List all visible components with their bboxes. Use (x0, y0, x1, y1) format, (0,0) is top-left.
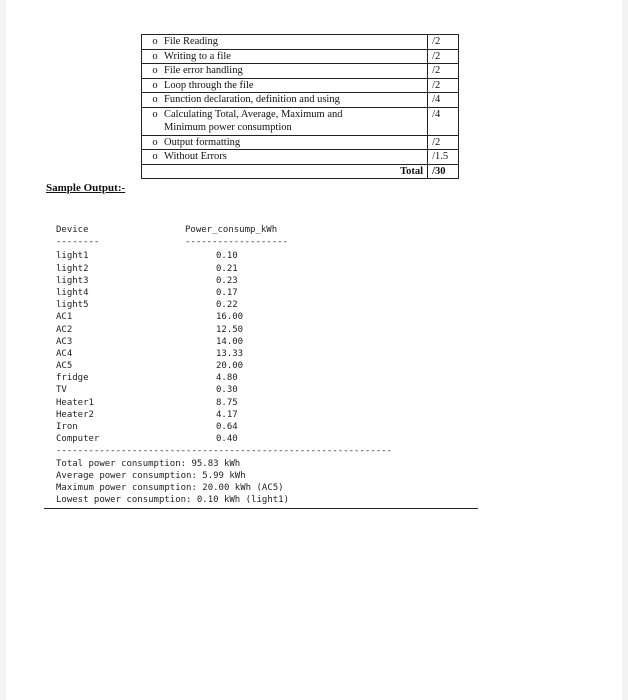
rubric-criterion (142, 35, 428, 50)
device-name: light1 (56, 251, 89, 262)
bottom-rule (44, 508, 478, 509)
power-value: 14.00 (216, 336, 244, 347)
power-value: 0.17 (216, 287, 238, 298)
power-column-header: Power_consump_kWh (185, 225, 278, 235)
rubric-row (142, 135, 459, 150)
summary-line: Maximum power consumption: 20.00 kWh (AC5) (56, 482, 284, 493)
total-mark: /30 (428, 164, 459, 179)
output-row (56, 275, 392, 287)
power-value: 0.21 (216, 263, 238, 274)
device-name: light4 (56, 287, 89, 298)
power-value: 0.22 (216, 300, 238, 311)
total-label: Total (142, 164, 428, 179)
output-row (56, 263, 392, 275)
criterion-mark: /2 (428, 78, 459, 93)
rubric-criterion (142, 135, 428, 150)
output-row (56, 397, 392, 409)
device-name: Heater1 (56, 397, 94, 408)
bullet-icon: o (152, 36, 158, 47)
criterion-label: Writing to a file (164, 50, 231, 62)
power-value: 0.64 (216, 422, 238, 432)
power-value: 13.33 (216, 348, 244, 359)
device-name: AC4 (56, 348, 73, 359)
device-name: Computer (56, 434, 100, 445)
power-value: 0.30 (216, 385, 238, 396)
rubric-row (142, 93, 459, 108)
rubric-criterion (142, 64, 428, 79)
device-name: AC1 (56, 312, 73, 323)
output-row (56, 336, 392, 348)
output-header-separator (56, 236, 392, 248)
rubric-criterion (142, 107, 428, 135)
output-row (56, 421, 392, 433)
criterion-mark: /4 (428, 93, 459, 108)
device-name: Heater2 (56, 409, 94, 420)
device-name: TV (56, 385, 67, 396)
criterion-label: File Reading (164, 36, 218, 47)
rubric-row (142, 150, 459, 165)
device-name: Iron (56, 422, 78, 432)
rubric-row (142, 107, 459, 135)
criterion-label: Loop through the file (164, 79, 254, 91)
bullet-icon: o (152, 136, 158, 148)
output-row (56, 409, 392, 421)
summary-line: Total power consumption: 95.83 kWh (56, 458, 241, 469)
device-separator: -------- (56, 237, 100, 248)
power-separator: ------------------- (185, 237, 288, 248)
output-row (56, 433, 392, 445)
bullet-icon: o (152, 94, 158, 105)
output-row (56, 250, 392, 262)
criterion-label: Output formatting (164, 136, 241, 148)
output-row (56, 287, 392, 299)
criterion-mark: /2 (428, 49, 459, 64)
power-value: 4.17 (216, 409, 238, 420)
power-value: 0.10 (216, 251, 238, 262)
summary-line: Average power consumption: 5.99 kWh (56, 470, 246, 481)
device-name: light5 (56, 300, 89, 311)
bullet-icon: o (152, 50, 158, 62)
output-row (56, 360, 392, 372)
output-row (56, 299, 392, 311)
power-value: 4.80 (216, 373, 238, 384)
rubric-criterion (142, 150, 428, 165)
output-rows (56, 250, 392, 445)
criterion-mark: /2 (428, 135, 459, 150)
power-value: 20.00 (216, 361, 244, 372)
rubric-criterion (142, 49, 428, 64)
bullet-icon: o (152, 108, 158, 120)
criterion-mark: /2 (428, 64, 459, 79)
rubric-criterion (142, 93, 428, 108)
criterion-label: File error handling (164, 65, 243, 76)
criterion-mark: /2 (428, 35, 459, 50)
output-header-row (56, 224, 392, 236)
sample-output-heading: Sample Output:- (46, 182, 126, 194)
power-value: 0.40 (216, 434, 238, 445)
criterion-label-continued: Minimum power consumption (164, 122, 292, 133)
device-name: fridge (56, 373, 89, 384)
summary-separator: -------------------------------------------------------------- (56, 446, 392, 457)
output-row (56, 384, 392, 396)
criterion-mark: /1.5 (428, 150, 459, 165)
output-row (56, 311, 392, 323)
bullet-icon: o (152, 79, 158, 91)
device-column-header: Device (56, 225, 89, 235)
power-value: 0.23 (216, 275, 238, 286)
criterion-label: Function declaration, definition and using (164, 94, 340, 105)
output-row (56, 324, 392, 336)
rubric-row (142, 49, 459, 64)
device-name: AC2 (56, 324, 73, 335)
marking-rubric-table (141, 34, 459, 179)
criterion-label: Without Errors (164, 151, 227, 162)
rubric-criterion (142, 78, 428, 93)
device-name: AC5 (56, 361, 73, 372)
power-value: 12.50 (216, 324, 244, 335)
output-row (56, 372, 392, 384)
document-page (6, 0, 622, 700)
device-name: light3 (56, 275, 89, 286)
bullet-icon: o (152, 151, 158, 162)
console-output (56, 224, 392, 506)
rubric-row (142, 35, 459, 50)
rubric-row (142, 78, 459, 93)
rubric-row (142, 64, 459, 79)
device-name: light2 (56, 263, 89, 274)
output-row (56, 348, 392, 360)
summary-line: Lowest power consumption: 0.10 kWh (light1) (56, 495, 289, 506)
rubric-total-row (142, 164, 459, 179)
power-value: 16.00 (216, 312, 244, 323)
criterion-mark: /4 (428, 107, 459, 135)
power-value: 8.75 (216, 397, 238, 408)
bullet-icon: o (152, 65, 158, 76)
device-name: AC3 (56, 336, 73, 347)
criterion-label: Calculating Total, Average, Maximum and (164, 108, 343, 120)
summary-lines (56, 458, 392, 507)
